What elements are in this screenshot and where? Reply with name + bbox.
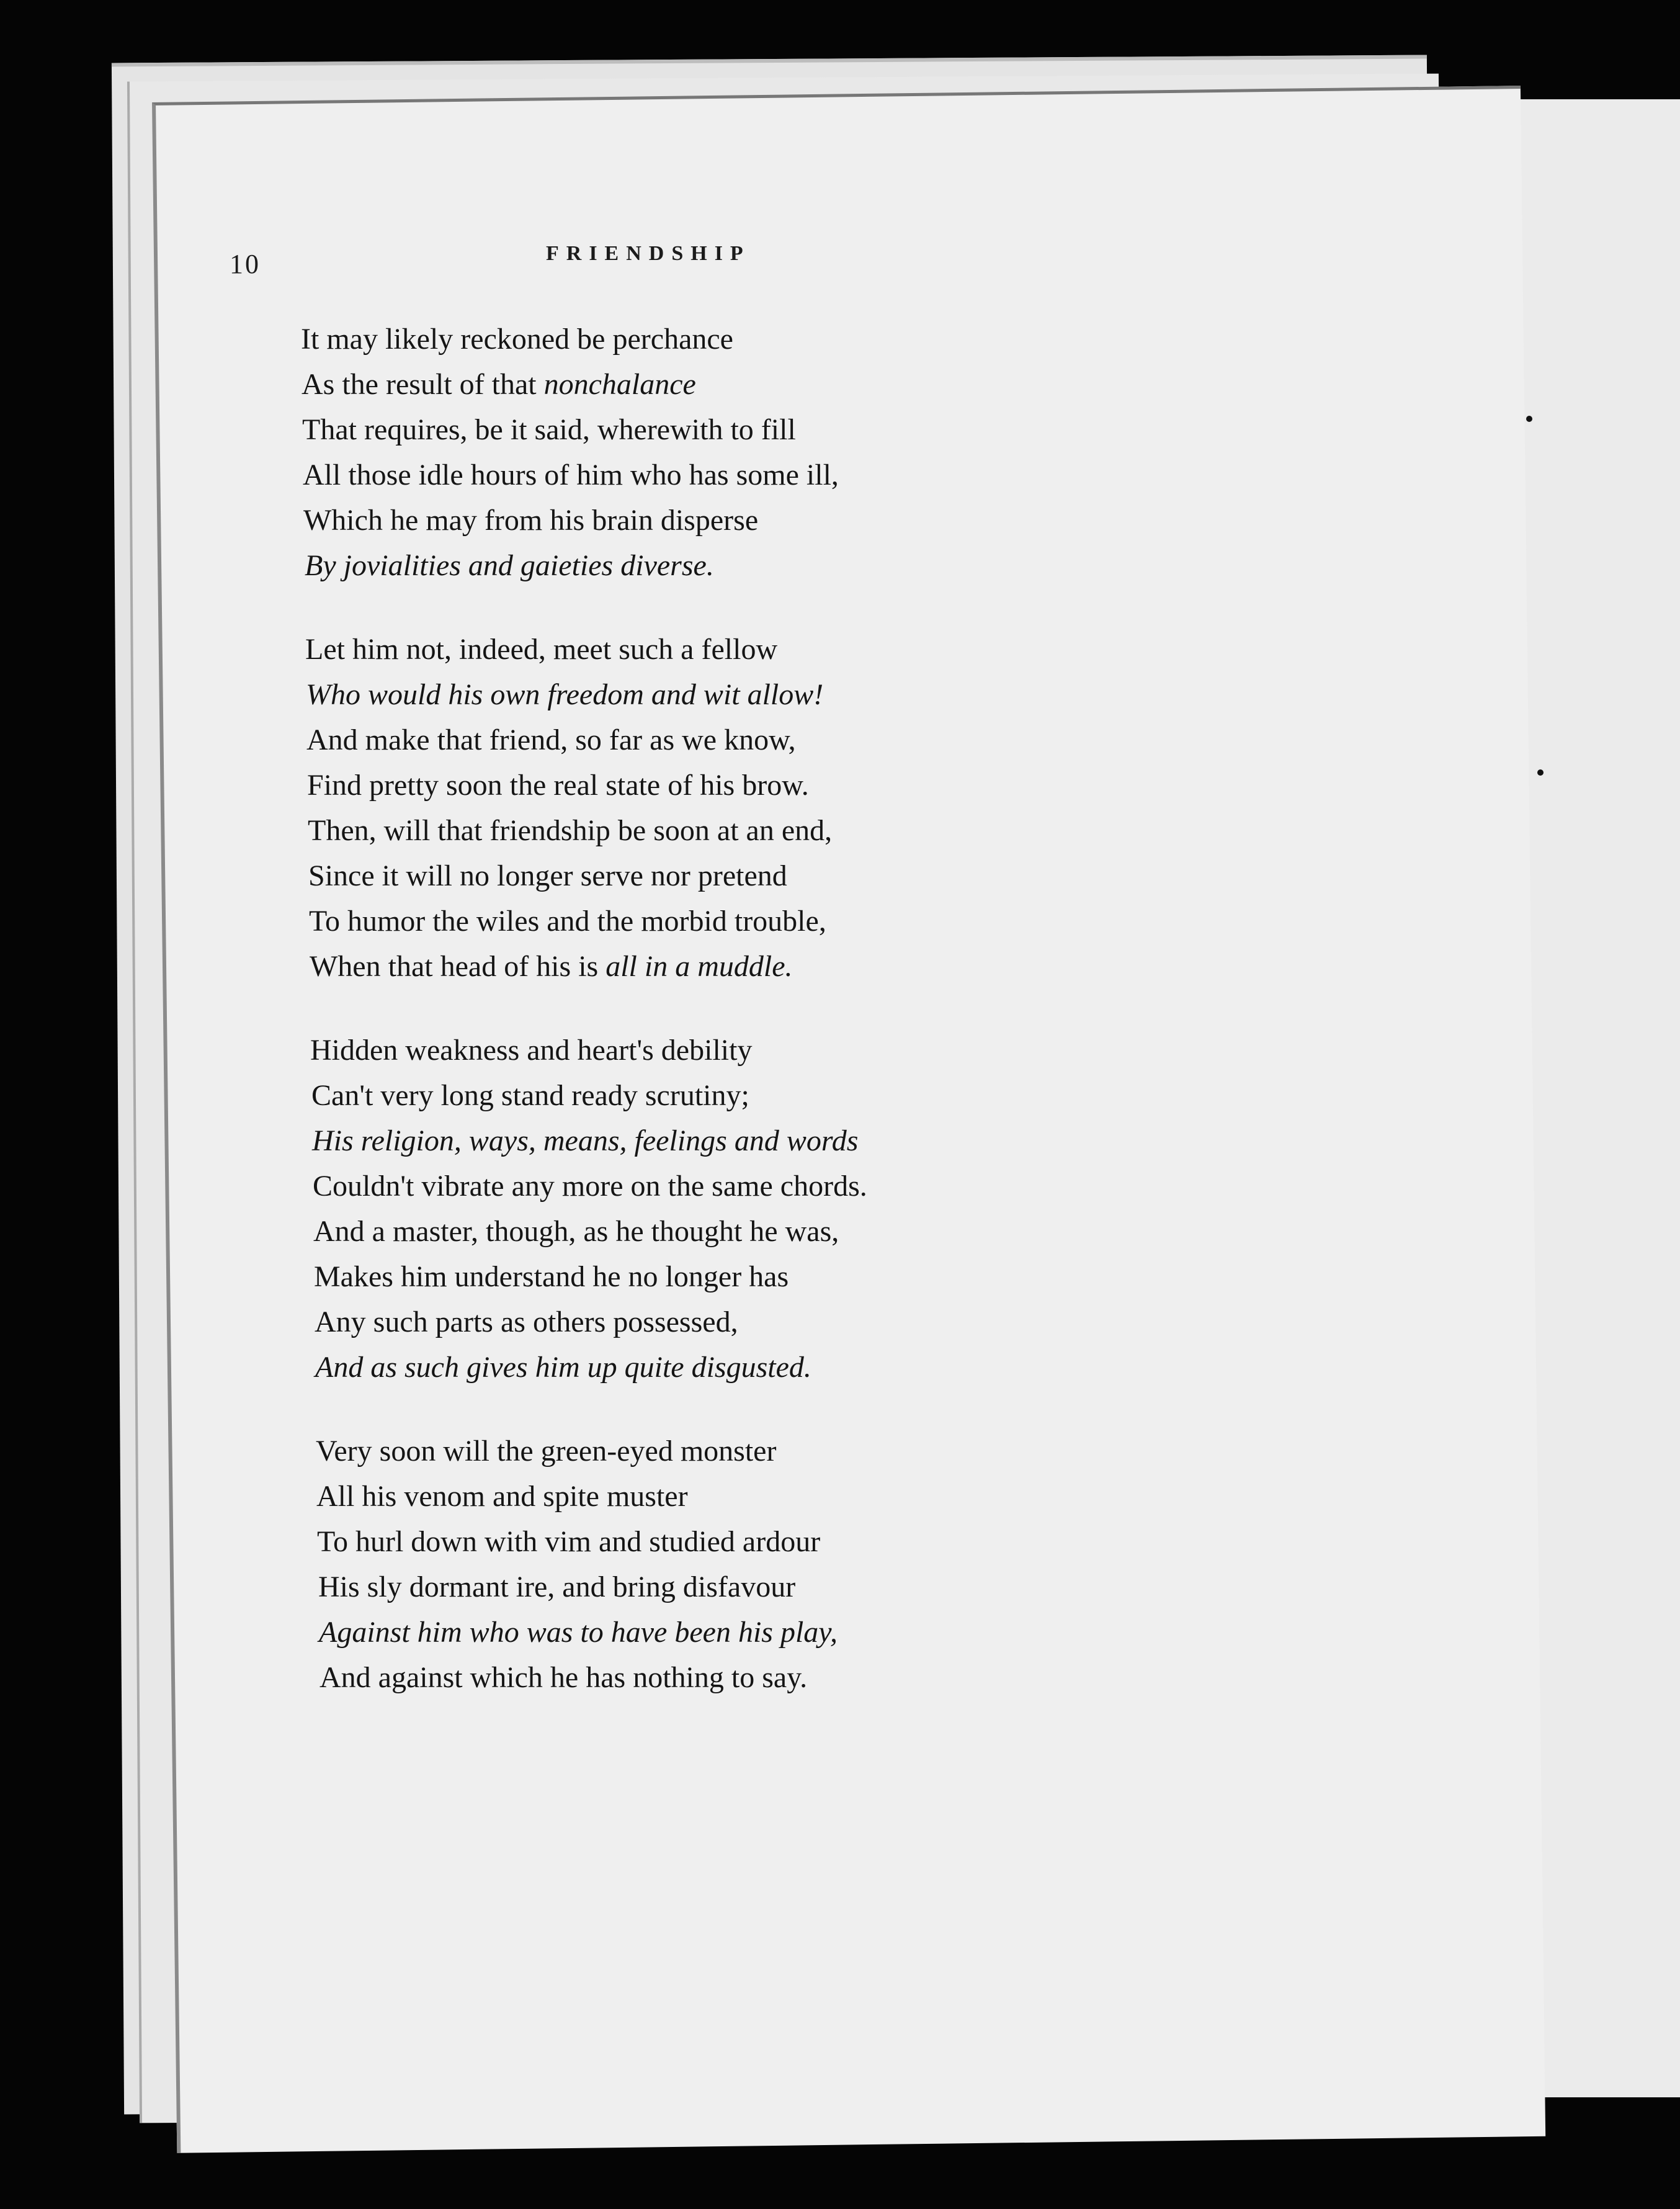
poem-line (301, 1655, 1231, 1700)
poem-line (301, 853, 1231, 898)
poem-line-text: Who would his own freedom and wit allow! (306, 678, 824, 711)
poem-line (301, 362, 1231, 407)
poem-line (301, 1428, 1231, 1474)
poem-line (301, 944, 1231, 989)
poem-line-text: All his venom and spite muster (316, 1480, 688, 1513)
stanza (301, 1028, 1231, 1390)
poem-line-text: And as such gives him up quite disgusted. (315, 1351, 811, 1384)
speck (1537, 769, 1544, 776)
poem-line-text: It may likely reckoned be perchance (301, 323, 733, 356)
poem-line-text: His religion, ways, means, feelings and words (312, 1124, 859, 1157)
poem-line-text: That requires, be it said, wherewith to fill (302, 413, 796, 446)
poem-line (301, 717, 1231, 763)
poem-line (301, 1254, 1231, 1299)
poem-line (301, 898, 1231, 944)
poem-line-text: Can't very long stand ready scrutiny; (311, 1079, 749, 1112)
poem-line (301, 672, 1231, 717)
poem-line (301, 763, 1231, 808)
poem-line-text: Then, will that friendship be soon at an end, (308, 814, 833, 847)
poem-line-text: And make that friend, so far as we know, (306, 724, 796, 756)
poem-line (301, 407, 1231, 452)
poem-line (301, 1519, 1231, 1564)
poem-line-text: By jovialities and gaieties diverse. (305, 549, 714, 582)
poem-line-text: Which he may from his brain disperse (303, 504, 759, 537)
page-number: 10 (230, 249, 261, 279)
poem-line (301, 1564, 1231, 1610)
speck (1526, 416, 1532, 422)
poem-line-text: Any such parts as others possessed, (315, 1306, 738, 1338)
poem-line (301, 627, 1231, 672)
poem-line (301, 808, 1231, 853)
poem-line-text: When that head of his is (310, 950, 606, 983)
poem-line-text: Since it will no longer serve nor pretend (308, 859, 787, 892)
poem-line-text: Against him who was to have been his play, (319, 1616, 838, 1649)
poem-line-text: Let him not, indeed, meet such a fellow (305, 633, 778, 666)
poem-line-text: As the result of that (302, 368, 544, 401)
poem-line (301, 1073, 1231, 1118)
poem-line (301, 452, 1231, 498)
poem-line (301, 1209, 1231, 1254)
poem-line (301, 1118, 1231, 1163)
poem-line-text: Hidden weakness and heart's debility (310, 1034, 753, 1067)
poem-line-text: Find pretty soon the real state of his brow. (307, 769, 809, 802)
poem-body (301, 316, 1231, 1739)
poem-line (301, 1163, 1231, 1209)
stanza (301, 316, 1231, 588)
poem-line-italic-phrase: nonchalance (543, 368, 696, 401)
poem-line (301, 1028, 1231, 1073)
poem-line-text: Very soon will the green-eyed monster (316, 1435, 777, 1467)
poem-line-italic-phrase: all in a muddle. (605, 950, 793, 983)
poem-line (301, 1299, 1231, 1345)
poem-line-text: To hurl down with vim and studied ardour (317, 1525, 821, 1558)
stanza (301, 627, 1231, 989)
poem-line-text: And against which he has nothing to say. (319, 1661, 808, 1694)
stanza (301, 1428, 1231, 1700)
running-title: FRIENDSHIP (546, 242, 751, 265)
poem-line (301, 1610, 1231, 1655)
poem-line-text: Makes him understand he no longer has (314, 1260, 789, 1293)
poem-line-text: Couldn't vibrate any more on the same chords. (313, 1170, 867, 1203)
poem-line (301, 1474, 1231, 1519)
poem-line-text: All those idle hours of him who has some ill, (303, 459, 839, 491)
poem-line (301, 1345, 1231, 1390)
poem-line (301, 316, 1231, 362)
poem-line-text: To humor the wiles and the morbid trouble, (309, 905, 826, 938)
poem-line (301, 498, 1231, 543)
poem-line-text: And a master, though, as he thought he was, (313, 1215, 839, 1248)
poem-line-text: His sly dormant ire, and bring disfavour (318, 1570, 796, 1603)
poem-line (301, 543, 1231, 588)
